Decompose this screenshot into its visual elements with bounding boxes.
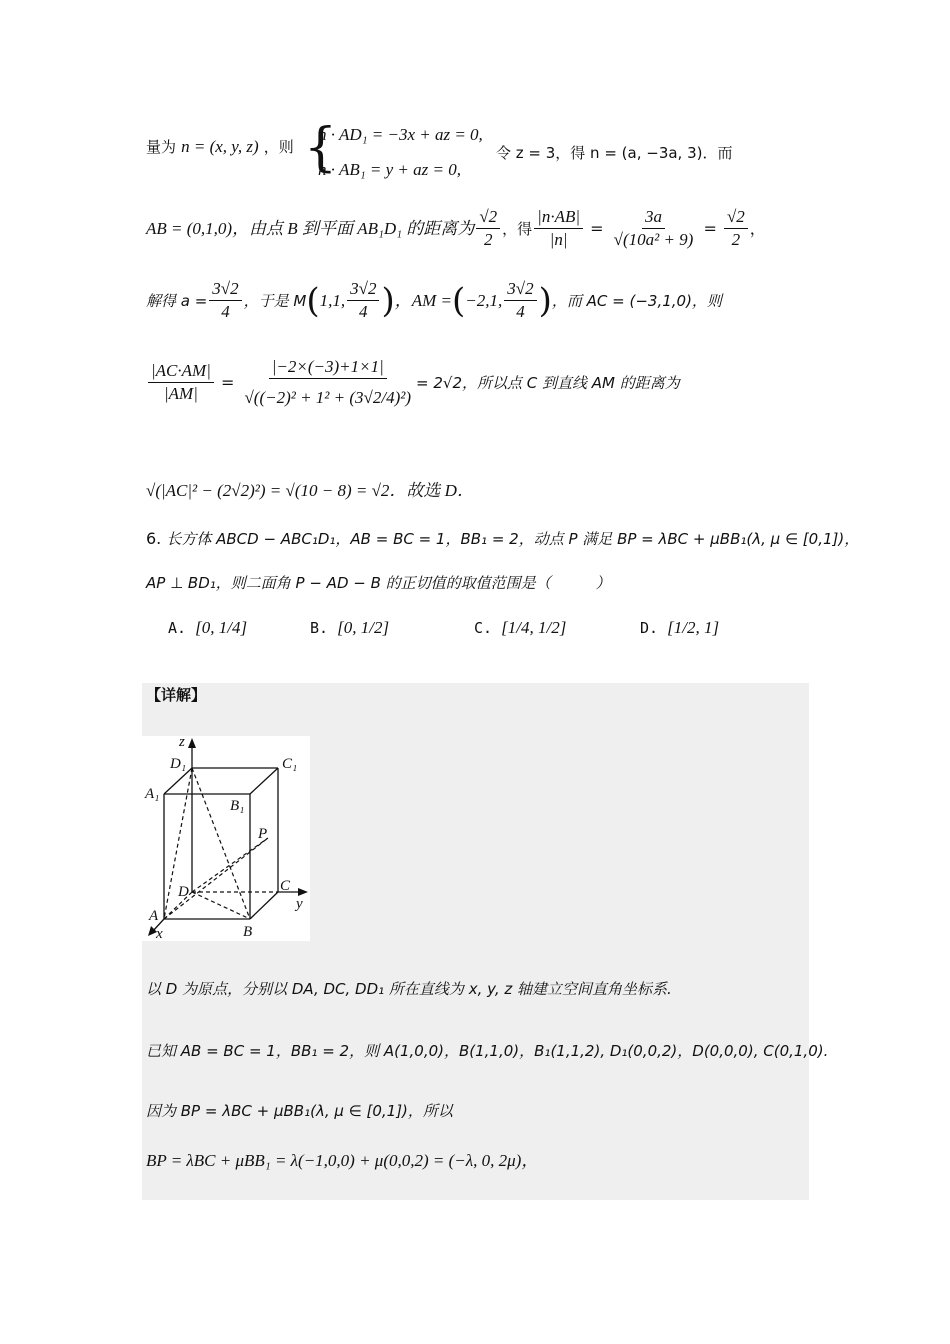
fraction-a: $\frac{3√2}{4}$: [209, 278, 241, 323]
detail-heading: 【详解】: [146, 686, 207, 704]
label-a: A: [149, 908, 159, 924]
solution-line-1: 量为 n = (x, y, z) ，则: [146, 137, 294, 156]
solution-line-5: √(|AC|² − (2√2)²) = √(10 − 8) = √2．故选 D．: [146, 481, 474, 500]
option-a[interactable]: A. [0, 1/4]: [168, 618, 248, 637]
solution-line-1-end: 令 z = 3，得 n = (a, −3a, 3)．而: [496, 144, 733, 162]
fraction-distance: $\frac{|n\cdot AB|}{|n|}$: [534, 206, 583, 251]
question-6-line-1: 6. 长方体 ABCD − ABC₁D₁，AB = BC = 1，BB₁ = 2，动点 P 满足 BP = λBC + μBB₁(λ, μ ∈ [0,1])，: [146, 529, 860, 548]
option-c[interactable]: C. [1/4, 1/2]: [474, 618, 567, 637]
detail-paragraph-4: BP = λBC + μBB₁ = λ(−1,0,0) + μ(0,0,2) = (−λ, 0, 2μ)，: [146, 1151, 539, 1170]
system-eq-1: n · AD₁ = −3x + az = 0,: [318, 125, 483, 144]
system-eq-2: n · AB₁ = y + az = 0,: [318, 160, 461, 179]
option-b[interactable]: B. [0, 1/2]: [310, 618, 390, 637]
solution-line-2: AB = (0,1,0)，由点 B 到平面 AB₁D₁ 的距离为 $\frac{√2}{2}$ ，得 $\frac{|n\cdot AB|}{|n|}$ = $\frac{3a}{\text{√(10a² + 9)}}$ = $\frac{√2}{2}$ ，: [146, 207, 766, 249]
label-c: C: [280, 878, 291, 894]
label-c1: C₁: [282, 756, 298, 772]
system-brace: {: [304, 118, 338, 178]
solution-line-4: $\frac{|AC\cdot AM|}{|AM|}$ = $\frac{|-2\times(-3)+1\times 1|}{\text{√((−2)² + 1² + (3√2/4)²)}}$ = 2√2，所以点 C 到直线 AM 的距离为: [146, 356, 680, 409]
label-d1: D₁: [170, 756, 187, 772]
fraction-sqrt2-over-2: $\frac{√2}{2}$: [476, 206, 500, 251]
cuboid-diagram: [142, 736, 310, 941]
label-a1: A₁: [145, 786, 160, 802]
label-p: P: [258, 826, 268, 842]
label-x: x: [156, 926, 163, 941]
option-d[interactable]: D. [1/2, 1]: [640, 618, 720, 637]
detail-paragraph-2: 已知 AB = BC = 1，BB₁ = 2，则 A(1,0,0)，B(1,1,0)，B₁(1,1,2), D₁(0,0,2)，D(0,0,0), C(0,1,0).: [146, 1042, 829, 1060]
detail-paragraph-3: 因为 BP = λBC + μBB₁(λ, μ ∈ [0,1])，所以: [146, 1102, 453, 1120]
solution-line-3: 解得 a = $\frac{3√2}{4}$ ，于是 M ( 1,1, $\frac{3√2}{4}$ ) ，AM = ( −2,1, $\frac{3√2}{4}$ ) ，而 AC = (−3,1,0)，则: [146, 279, 722, 321]
fraction-calc: $\frac{|-2\times(-3)+1\times 1|}{\text{√((−2)² + 1² + (3√2/4)²)}}$: [244, 357, 412, 407]
question-6-line-2: AP ⊥ BD₁，则二面角 P − AD − B 的正切值的取值范围是（ ）: [146, 574, 611, 592]
label-d: D: [178, 884, 189, 900]
label-b: B: [243, 924, 253, 940]
label-b1: B₁: [230, 798, 245, 814]
cuboid-figure: [142, 736, 310, 941]
fraction-sqrt2-over-2-b: $\frac{√2}{2}$: [724, 206, 748, 251]
fraction-projection: $\frac{|AC\cdot AM|}{|AM|}$: [148, 360, 214, 405]
detail-paragraph-1: 以 D 为原点，分别以 DA, DC, DD₁ 所在直线为 x, y, z 轴建立空间直角坐标系.: [146, 980, 672, 998]
label-z: z: [179, 736, 185, 750]
fraction-3a: $\frac{3a}{\text{√(10a² + 9)}}$: [613, 207, 694, 249]
label-y: y: [296, 896, 303, 912]
